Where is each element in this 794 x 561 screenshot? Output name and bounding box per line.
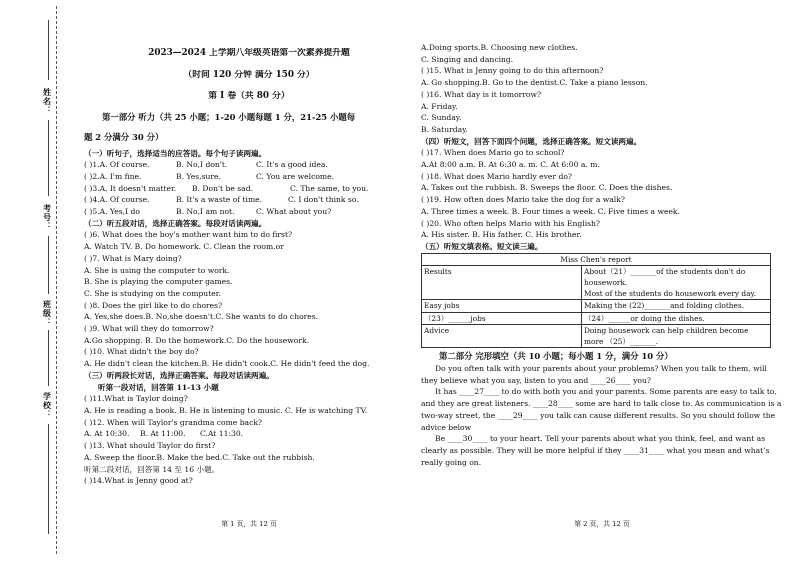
section-5-heading: （五）听短文填表格。短文读三遍。: [421, 241, 543, 251]
cloze-paragraph-3: Be ____30____ to your heart. Tell your parents about what you think, feel, and want as clearly as possible. They will be more helpful if they ____31____ what you mean and what’s really going on.: [421, 434, 770, 467]
question-20: ( )20. Who often helps Mario with his English?: [421, 218, 601, 228]
question-9: ( )9. What will they do tomorrow?: [84, 324, 214, 334]
page-footer-1: 第 1 页，共 12 页: [221, 520, 277, 528]
advice-label: Advice: [422, 324, 582, 347]
bottom-line: [48, 424, 49, 534]
question-12: ( )12. When will Taylor's grandma come back?: [84, 417, 263, 427]
question-3: ( )3.A. It doesn't matter. B. Don't be sad. C. The same, to you.: [84, 183, 369, 193]
question-7-option-c: C. She is studying on the computer.: [84, 288, 221, 298]
part2-heading: 第二部分 完形填空（共 10 小题；每小题 1 分，满分 10 分）: [439, 351, 673, 362]
exam-time: （时间 120 分钟 满分 150 分）: [183, 69, 315, 80]
results-value-2: Most of the students do housework every day.: [584, 289, 757, 299]
question-14-options-ab: A.Doing sports.B. Choosing new clothes.: [421, 43, 578, 52]
page-footer-2: 第 2 页，共 12 页: [574, 520, 630, 528]
question-20-options: A. His sister. B. His father. C. His brother.: [421, 230, 582, 240]
question-14-option-c: C. Singing and dancing.: [421, 54, 514, 64]
question-17-options: A.At 8:00 a.m. B. At 6:30 a. m. C. At 6:00 a. m.: [421, 160, 600, 170]
cloze-paragraph-2: It has ____27____ to do with both you and your parents. Some parents are easy to talk to, and they are great listeners. ____28____ some are hard to talk close to. As communication is a two-way street, the ____29____ you talk can cause different results. So you should follow the advice below: [421, 387, 782, 432]
volume-heading: 第 I 卷（共 80 分）: [208, 91, 290, 102]
results-value: [582, 265, 771, 300]
question-4: ( )4.A. Of course. B. It's a waste of time. C. I don't think so.: [84, 195, 359, 205]
dialogue-2-heading: 听第二段对话，回答第 14 至 16 小题。: [84, 464, 220, 474]
question-6-options: A. Watch TV. B. Do homework. C. Clean the room.or: [84, 242, 284, 252]
binding-margin: [0, 0, 72, 561]
right-column: [421, 0, 783, 561]
class-line: [48, 236, 49, 294]
advice-value: Doing housework can help children become more （25）_______.: [582, 324, 771, 347]
class-field: 班级：: [42, 300, 53, 327]
question-19-options: A. Three times a week. B. Four times a week. C. Five times a week.: [421, 206, 680, 216]
dialogue-1-heading: 听第一段对话，回答第 11-13 小题: [98, 382, 219, 392]
question-15-options: A. Go shopping.B. Go to the dentist.C. Take a piano lesson.: [421, 78, 648, 88]
question-18: ( )18. What does Mario hardly ever do?: [421, 171, 572, 181]
blank-24-cell: （24）______or doing the dishes.: [582, 312, 771, 324]
exam-title: 2023—2024 上学期八年级英语第一次素养提升题: [148, 48, 350, 58]
report-table-header: Miss Chen's report: [422, 253, 771, 265]
part1-heading: 第一部分 听力（共 25 小题；1-20 小题每题 1 分，21-25 小题每: [102, 112, 356, 123]
question-14: ( )14.What is Jenny good at?: [84, 476, 193, 486]
question-12-options: A. At 10:30. B. At 11:00. C.At 11:30.: [84, 429, 244, 439]
question-18-options: A. Takes out the rubbish. B. Sweeps the floor. C. Does the dishes.: [421, 183, 673, 193]
exam-number-field: 考号：: [42, 204, 53, 231]
question-13: ( )13. What should Taylor do first?: [84, 441, 216, 451]
question-13-options: A. Sweep the floor.B. Make the bed.C. Take out the rubbish.: [84, 452, 315, 462]
blank-23-cell: （23）______jobs: [422, 312, 582, 324]
question-11: ( )11.What is Taylor doing?: [84, 394, 188, 404]
question-10-options: A. He didn't clean the kitchen.B. He didn't cook.C. He didn't feed the dog.: [84, 359, 370, 369]
question-2: ( )2.A. I'm fine. B. Yes,sure. C. You are welcome.: [84, 171, 335, 181]
question-16-option-a: A. Friday.: [421, 101, 458, 111]
school-line: [48, 330, 49, 386]
school-field: 学校：: [42, 392, 53, 419]
name-field: 姓名：: [42, 88, 53, 115]
results-label: Results: [422, 265, 582, 300]
question-16-option-c: C. Sunday.: [421, 113, 462, 123]
question-10: ( )10. What didn't the boy do?: [84, 347, 199, 357]
question-19: ( )19. How often does Mario take the dog for a walk?: [421, 195, 625, 205]
results-value-1: About（21）_______of the students don't do housework.: [584, 266, 746, 288]
question-5: ( )5.A. Yes,I do B. No,I am not. C. What about you?: [84, 207, 332, 217]
section-3-heading: （三）听两段长对话，选择正确答案。每段对话读两遍。: [84, 370, 274, 380]
question-16: ( )16. What day is it tomorrow?: [421, 89, 542, 99]
question-6: ( )6. What does the boy's mother want him to do first?: [84, 230, 293, 240]
easy-jobs-label: Easy jobs: [422, 300, 582, 312]
question-8-options: A. Yes,she does.B. No,she doesn't.C. She wants to do chores.: [84, 312, 319, 322]
cloze-paragraph-1: Do you often talk with your parents about your problems? When you talk to them, will they believe what you say, listen to you and ____26____ you?: [421, 363, 767, 385]
part1-heading-cont: 题 2 分满分 30 分）: [84, 131, 164, 142]
question-16-option-b: B. Saturday.: [421, 124, 468, 134]
section-4-heading: （四）听短文，回答下面四个问题，选择正确答案。短文读两遍。: [421, 136, 642, 146]
section-2-heading: （二）听五段对话，选择正确答案。每段对话读两遍。: [84, 218, 267, 228]
left-column: [84, 0, 414, 561]
report-table: [421, 253, 771, 349]
exam-number-line: [48, 120, 49, 196]
question-9-options: A.Go shopping. B. Do the homework.C. Do the housework.: [84, 335, 309, 345]
question-17: ( )17. When does Mario go to school?: [421, 148, 565, 158]
section-1-heading: （一）听句子，选择适当的应答语。每个句子读两遍。: [84, 148, 267, 158]
easy-jobs-value: Making the (22)_______and folding clothes.: [582, 300, 771, 312]
question-8: ( )8. Does the girl like to do chores?: [84, 300, 223, 310]
name-line: [48, 20, 49, 80]
question-7: ( )7. What is Mary doing?: [84, 253, 182, 263]
question-15: ( )15. What is Jenny going to do this afternoon?: [421, 66, 604, 76]
question-7-option-b: B. She is playing the computer games.: [84, 277, 233, 287]
question-1: ( )1.A. Of course. B. No,I don't. C. It's a good idea.: [84, 160, 328, 170]
question-7-option-a: A. She is using the computer to work.: [84, 265, 230, 275]
question-11-options: A. He is reading a book. B. He is listening to music. C. He is watching TV.: [84, 405, 368, 415]
